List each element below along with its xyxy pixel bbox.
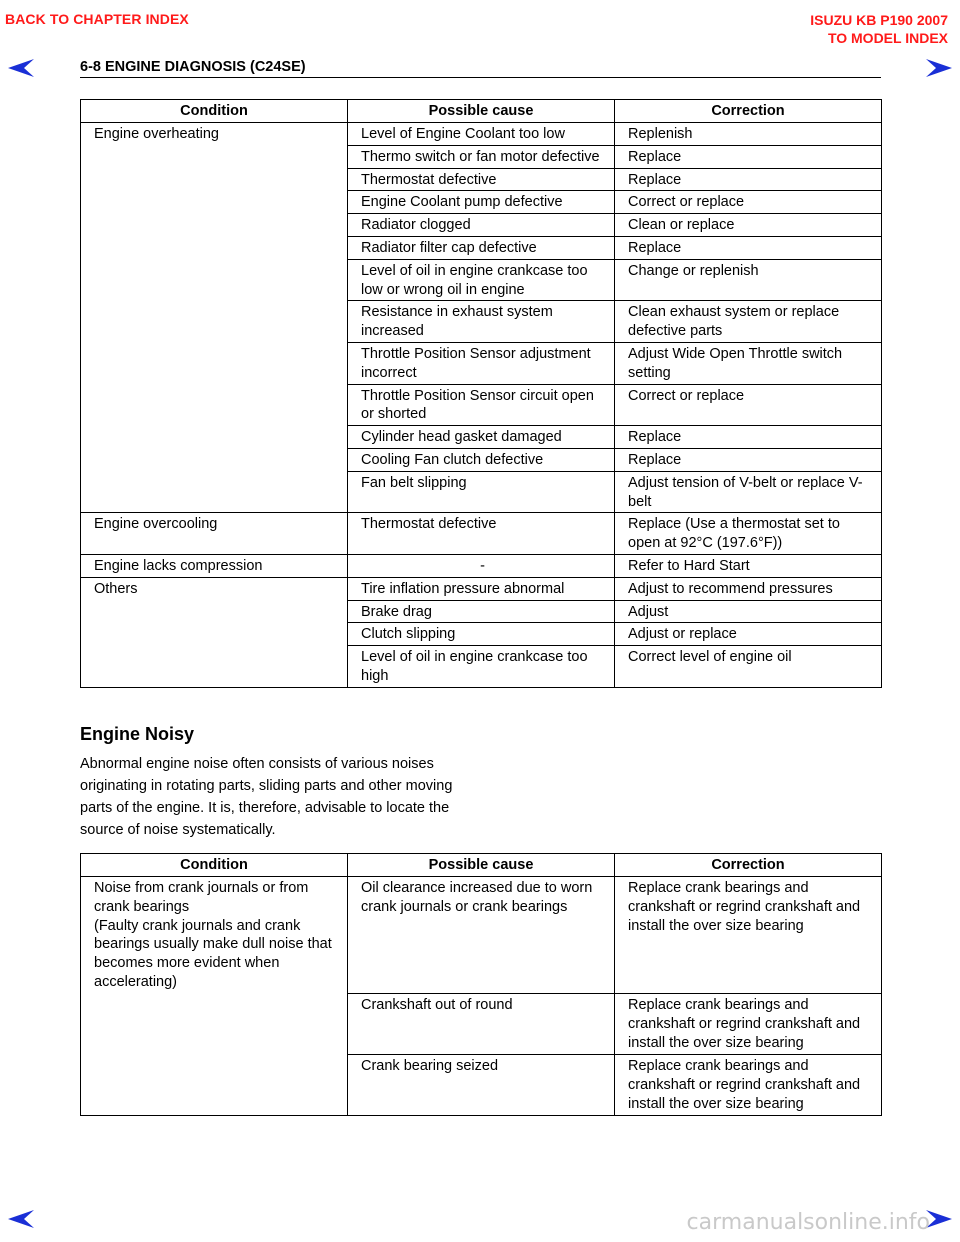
section-paragraph: Abnormal engine noise often consists of various noises originating in rotating parts, sliding parts and other moving parts of the engine. It is, therefore, advisable to locate the source of noise systematically. [80, 756, 453, 838]
correction-cell: Replace [615, 145, 882, 168]
correction-cell: Replace crank bearings and crankshaft or regrind crankshaft and install the over size bearing [615, 1055, 882, 1116]
cause-cell: Thermo switch or fan motor defective [348, 145, 615, 168]
cause-cell: Level of oil in engine crankcase too high [348, 646, 615, 688]
prev-page-arrow-bottom-icon[interactable] [8, 1210, 34, 1230]
correction-cell: Adjust [615, 600, 882, 623]
next-page-arrow-icon[interactable] [926, 59, 952, 79]
prev-page-arrow-icon[interactable] [8, 59, 34, 79]
correction-cell: Adjust to recommend pressures [615, 577, 882, 600]
condition-cell: Engine lacks compression [81, 554, 348, 577]
table-row [81, 123, 882, 146]
header-correction: Correction [615, 100, 882, 123]
correction-cell: Replace [615, 236, 882, 259]
diagnosis-table-noise [80, 853, 882, 1116]
cause-cell: Tire inflation pressure abnormal [348, 577, 615, 600]
cause-cell: Thermostat defective [348, 513, 615, 555]
correction-cell: Replace crank bearings and crankshaft or regrind crankshaft and install the over size bearing [615, 994, 882, 1055]
header-possible-cause: Possible cause [348, 854, 615, 877]
cause-cell: Throttle Position Sensor adjustment incorrect [348, 342, 615, 384]
table-row [81, 877, 882, 994]
cause-cell: - [348, 554, 615, 577]
diagnosis-table-overheating [80, 99, 882, 688]
correction-cell: Replace [615, 426, 882, 449]
header-possible-cause: Possible cause [348, 100, 615, 123]
correction-cell: Clean exhaust system or replace defective parts [615, 301, 882, 343]
correction-cell: Replace [615, 168, 882, 191]
correction-cell: Replace [615, 448, 882, 471]
watermark: carmanualsonline.info [686, 1210, 930, 1235]
cause-cell: Brake drag [348, 600, 615, 623]
table-header-row [81, 100, 882, 123]
model-title-link[interactable]: ISUZU KB P190 2007 [810, 12, 948, 28]
correction-cell: Adjust tension of V-belt or replace V-belt [615, 471, 882, 513]
correction-cell: Replenish [615, 123, 882, 146]
cause-cell: Engine Coolant pump defective [348, 191, 615, 214]
header-condition: Condition [81, 100, 348, 123]
correction-cell: Correct or replace [615, 191, 882, 214]
condition-cell: Others [81, 577, 348, 687]
cause-cell: Level of oil in engine crankcase too low or wrong oil in engine [348, 259, 615, 301]
correction-cell: Replace crank bearings and crankshaft or regrind crankshaft and install the over size bearing [615, 877, 882, 994]
cause-cell: Cooling Fan clutch defective [348, 448, 615, 471]
correction-cell: Correct level of engine oil [615, 646, 882, 688]
section-title: Engine Noisy [80, 724, 195, 744]
page-header: 6-8 ENGINE DIAGNOSIS (C24SE) [80, 59, 881, 78]
cause-cell: Clutch slipping [348, 623, 615, 646]
header-correction: Correction [615, 854, 882, 877]
correction-cell: Clean or replace [615, 214, 882, 237]
condition-cell: Engine overheating [81, 123, 348, 513]
table-header-row [81, 854, 882, 877]
cause-cell: Throttle Position Sensor circuit open or shorted [348, 384, 615, 426]
to-model-index-link[interactable]: TO MODEL INDEX [827, 30, 948, 46]
cause-cell: Resistance in exhaust system increased [348, 301, 615, 343]
correction-cell: Adjust or replace [615, 623, 882, 646]
correction-cell: Change or replenish [615, 259, 882, 301]
condition-cell: Noise from crank journals or from crank bearings (Faulty crank journals and crank bearings usually make dull noise that becomes more evident when accelerating) [81, 877, 348, 1116]
cause-cell: Oil clearance increased due to worn crank journals or crank bearings [348, 877, 615, 994]
cause-cell: Crank bearing seized [348, 1055, 615, 1116]
cause-cell: Fan belt slipping [348, 471, 615, 513]
table-row [81, 554, 882, 577]
table-row [81, 577, 882, 600]
header-condition: Condition [81, 854, 348, 877]
cause-cell: Thermostat defective [348, 168, 615, 191]
condition-cell: Engine overcooling [81, 513, 348, 555]
cause-cell: Cylinder head gasket damaged [348, 426, 615, 449]
correction-cell: Refer to Hard Start [615, 554, 882, 577]
cause-cell: Level of Engine Coolant too low [348, 123, 615, 146]
model-index-nav [810, 11, 948, 47]
correction-cell: Adjust Wide Open Throttle switch setting [615, 342, 882, 384]
back-to-chapter-index-link[interactable]: BACK TO CHAPTER INDEX [5, 11, 189, 27]
correction-cell: Replace (Use a thermostat set to open at 92°C (197.6°F)) [615, 513, 882, 555]
cause-cell: Radiator clogged [348, 214, 615, 237]
cause-cell: Radiator filter cap defective [348, 236, 615, 259]
cause-cell: Crankshaft out of round [348, 994, 615, 1055]
correction-cell: Correct or replace [615, 384, 882, 426]
table-row [81, 513, 882, 555]
